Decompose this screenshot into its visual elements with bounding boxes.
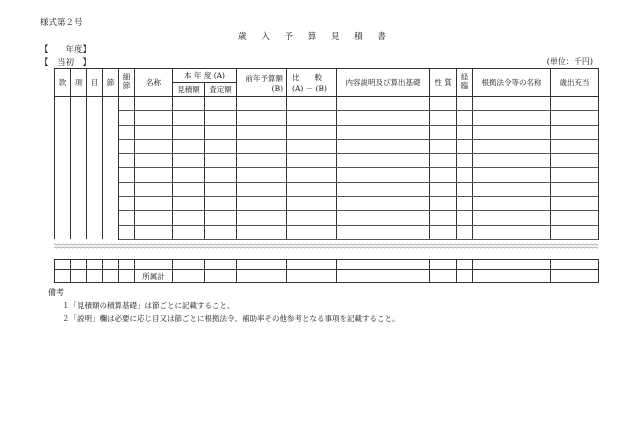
table-cell	[337, 139, 430, 153]
table-cell	[55, 168, 71, 182]
table-cell	[430, 111, 457, 125]
table-cell	[103, 168, 119, 182]
table-cell	[457, 139, 473, 153]
table-cell	[287, 182, 337, 196]
table-cell	[103, 225, 119, 239]
table-row	[55, 182, 599, 196]
table-cell	[173, 197, 205, 211]
table-cell	[287, 197, 337, 211]
header-name: 名称	[135, 69, 173, 97]
table-cell	[237, 168, 287, 182]
header-assessed: 査定額	[205, 83, 237, 97]
table-cell	[173, 211, 205, 225]
table-cell	[87, 139, 103, 153]
table-cell	[551, 197, 599, 211]
table-cell	[237, 139, 287, 153]
table-cell	[87, 97, 103, 111]
table-cell	[55, 182, 71, 196]
fiscal-year-line: 【 年度】	[40, 45, 92, 55]
table-row	[55, 97, 599, 111]
table-cell	[173, 125, 205, 139]
table-cell	[173, 97, 205, 111]
table-cell	[337, 97, 430, 111]
table-cell	[205, 225, 237, 239]
table-cell	[103, 111, 119, 125]
table-cell	[337, 182, 430, 196]
table-cell	[119, 182, 135, 196]
table-cell	[473, 197, 551, 211]
table-cell	[551, 168, 599, 182]
header-expenditure: 歳出充当	[551, 69, 599, 97]
table-cell	[205, 197, 237, 211]
header-current-year: 本 年 度 (A)	[173, 69, 237, 83]
table-cell	[55, 225, 71, 239]
header-estimate: 見積額	[173, 83, 205, 97]
table-cell	[237, 111, 287, 125]
table-cell	[473, 211, 551, 225]
table-cell	[237, 182, 287, 196]
table-cell	[430, 182, 457, 196]
total-label: 所属計	[135, 270, 173, 283]
table-cell	[337, 168, 430, 182]
table-cell	[473, 154, 551, 168]
table-cell	[173, 168, 205, 182]
table-cell	[55, 111, 71, 125]
table-cell	[337, 225, 430, 239]
table-cell	[287, 97, 337, 111]
unit-label: (単位：千円)	[546, 57, 593, 66]
table-cell	[205, 97, 237, 111]
table-cell	[430, 154, 457, 168]
header-saisetsu: 細節	[119, 69, 135, 97]
table-row	[55, 154, 599, 168]
table-cell	[237, 211, 287, 225]
notes-title: 備考	[48, 288, 64, 297]
table-cell	[457, 125, 473, 139]
table-cell	[87, 168, 103, 182]
table-cell	[457, 111, 473, 125]
table-cell	[337, 211, 430, 225]
note-item: ２「説明」欄は必要に応じ目又は節ごとに根拠法令、補助率その他参考となる事項を記載すること。	[62, 314, 400, 323]
table-cell	[430, 197, 457, 211]
table-cell	[87, 211, 103, 225]
table-cell	[337, 154, 430, 168]
table-row	[55, 139, 599, 153]
header-setsu: 節	[103, 69, 119, 97]
table-cell	[473, 111, 551, 125]
table-continuation-break	[54, 243, 598, 249]
table-cell	[457, 168, 473, 182]
total-row	[55, 270, 599, 283]
table-cell	[430, 125, 457, 139]
table-row	[55, 125, 599, 139]
table-cell	[87, 197, 103, 211]
table-cell	[135, 225, 173, 239]
note-item: １「見積額の積算基礎」は節ごとに記載すること。	[62, 301, 235, 310]
table-cell	[551, 182, 599, 196]
table-cell	[430, 225, 457, 239]
table-cell	[237, 125, 287, 139]
table-cell	[287, 111, 337, 125]
table-cell	[287, 168, 337, 182]
table-row	[55, 260, 599, 270]
table-cell	[55, 154, 71, 168]
table-cell	[337, 125, 430, 139]
table-cell	[119, 225, 135, 239]
table-cell	[119, 125, 135, 139]
table-cell	[473, 125, 551, 139]
table-cell	[457, 211, 473, 225]
table-cell	[71, 197, 87, 211]
table-cell	[473, 182, 551, 196]
table-cell	[457, 197, 473, 211]
table-cell	[71, 125, 87, 139]
table-row	[55, 168, 599, 182]
table-cell	[135, 197, 173, 211]
table-cell	[135, 154, 173, 168]
table-cell	[551, 211, 599, 225]
table-cell	[55, 97, 71, 111]
table-cell	[119, 111, 135, 125]
table-cell	[205, 111, 237, 125]
table-cell	[71, 139, 87, 153]
table-cell	[205, 139, 237, 153]
table-cell	[55, 139, 71, 153]
table-cell	[551, 97, 599, 111]
table-cell	[173, 225, 205, 239]
header-prev-year: 前年予算額 (B)	[237, 69, 287, 97]
table-cell	[71, 211, 87, 225]
table-cell	[71, 111, 87, 125]
table-cell	[119, 97, 135, 111]
table-row	[55, 197, 599, 211]
document-title: 歳 入 予 算 見 積 書	[238, 32, 392, 42]
table-cell	[119, 211, 135, 225]
table-cell	[205, 211, 237, 225]
table-cell	[337, 197, 430, 211]
table-cell	[119, 139, 135, 153]
header-compare: 比 較 (A) － (B)	[287, 69, 337, 97]
total-table	[54, 259, 599, 283]
header-legal-basis: 根拠法令等の名称	[473, 69, 551, 97]
table-cell	[135, 182, 173, 196]
table-cell	[135, 139, 173, 153]
table-cell	[135, 125, 173, 139]
table-cell	[205, 125, 237, 139]
table-cell	[119, 197, 135, 211]
table-cell	[119, 154, 135, 168]
table-cell	[173, 182, 205, 196]
table-cell	[135, 211, 173, 225]
table-cell	[103, 97, 119, 111]
table-cell	[457, 154, 473, 168]
table-cell	[430, 139, 457, 153]
table-cell	[103, 211, 119, 225]
table-row	[55, 225, 599, 239]
table-row	[55, 211, 599, 225]
header-kou: 項	[71, 69, 87, 97]
table-cell	[205, 182, 237, 196]
table-cell	[135, 97, 173, 111]
table-cell	[71, 168, 87, 182]
table-cell	[551, 139, 599, 153]
table-cell	[87, 154, 103, 168]
revenue-estimate-table	[54, 68, 599, 240]
table-cell	[457, 225, 473, 239]
table-cell	[237, 97, 287, 111]
table-cell	[551, 225, 599, 239]
table-cell	[457, 97, 473, 111]
form-number: 様式第２号	[40, 18, 83, 28]
table-cell	[55, 211, 71, 225]
table-cell	[551, 154, 599, 168]
table-cell	[135, 111, 173, 125]
header-moku: 目	[87, 69, 103, 97]
table-cell	[473, 97, 551, 111]
table-cell	[287, 211, 337, 225]
table-cell	[55, 197, 71, 211]
header-description: 内容説明及び算出基礎	[337, 69, 430, 97]
table-cell	[103, 197, 119, 211]
table-cell	[287, 125, 337, 139]
table-cell	[103, 182, 119, 196]
table-cell	[551, 111, 599, 125]
table-cell	[205, 168, 237, 182]
budget-type-line: 【 当初 】	[40, 58, 92, 68]
table-cell	[71, 97, 87, 111]
table-cell	[430, 97, 457, 111]
table-cell	[205, 154, 237, 168]
table-cell	[103, 125, 119, 139]
table-row	[55, 111, 599, 125]
table-cell	[71, 154, 87, 168]
table-cell	[119, 168, 135, 182]
header-kan: 款	[55, 69, 71, 97]
table-cell	[287, 225, 337, 239]
table-cell	[71, 225, 87, 239]
table-cell	[473, 139, 551, 153]
table-cell	[551, 125, 599, 139]
table-cell	[87, 125, 103, 139]
table-cell	[103, 139, 119, 153]
table-cell	[55, 125, 71, 139]
table-cell	[337, 111, 430, 125]
table-cell	[87, 182, 103, 196]
table-cell	[103, 154, 119, 168]
table-cell	[237, 225, 287, 239]
table-cell	[173, 111, 205, 125]
table-cell	[173, 154, 205, 168]
table-cell	[473, 168, 551, 182]
table-cell	[173, 139, 205, 153]
table-cell	[71, 182, 87, 196]
table-cell	[237, 197, 287, 211]
table-cell	[287, 139, 337, 153]
table-cell	[430, 168, 457, 182]
header-economic: 経臨	[457, 69, 473, 97]
table-cell	[473, 225, 551, 239]
table-cell	[430, 211, 457, 225]
table-cell	[87, 111, 103, 125]
header-nature: 性 質	[430, 69, 457, 97]
table-cell	[237, 154, 287, 168]
table-cell	[87, 225, 103, 239]
table-cell	[287, 154, 337, 168]
table-cell	[135, 168, 173, 182]
table-cell	[457, 182, 473, 196]
